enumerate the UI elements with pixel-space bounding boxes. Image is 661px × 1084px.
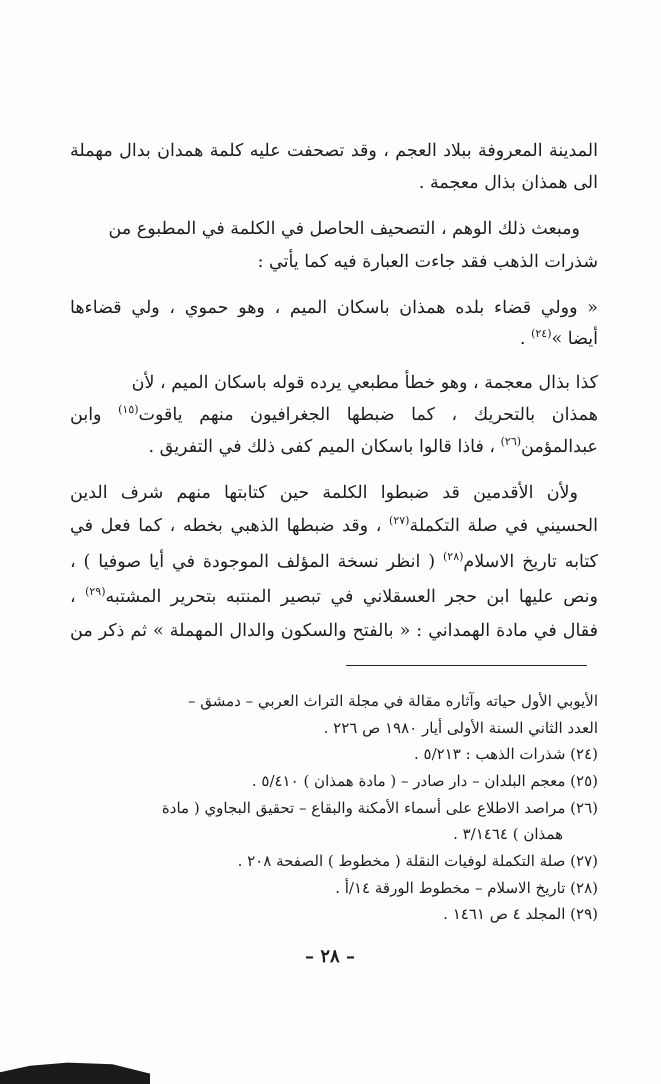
body-line-12	[70, 547, 598, 577]
footnote-ref-27: (٢٧)	[389, 514, 410, 528]
footnote-separator	[346, 665, 587, 666]
body-line-11-text: ، وقد ضبطها الذهبي بخطه ، كما فعل في	[70, 516, 382, 536]
body-line-11	[70, 511, 598, 541]
footnote-ref-29: (٢٩)	[85, 585, 106, 599]
footnote-26-continued: همذان ) ٣/١٤٦٤ .	[453, 825, 563, 843]
quote-end-text: أيضا »	[551, 329, 598, 349]
body-line-9-start: عبدالمؤمن	[521, 437, 598, 457]
scan-edge-shadow	[0, 1058, 150, 1084]
footnote-28: (٢٨) تاريخ الاسلام – مخطوط الورقة ١٤/أ .	[335, 879, 598, 897]
body-line-13	[70, 582, 598, 612]
body-line-13-end: ،	[70, 587, 76, 607]
body-line-4: شذرات الذهب فقد جاءت العبارة فيه كما يأتي :	[257, 252, 598, 272]
footnote-24: (٢٤) شذرات الذهب : ٥/٢١٣ .	[413, 745, 598, 763]
footnote-27: (٢٧) صلة التكملة لوفيات النقلة ( مخطوط ) الصفحة ٢٠٨ .	[237, 852, 598, 870]
footnote-continued-1: الأيوبي الأول حياته وآثاره مقالة في مجلة التراث العربي – دمشق –	[187, 692, 598, 710]
footnote-ref-26: (٢٦)	[500, 435, 522, 449]
body-line-7: كذا بذال معجمة ، وهو خطأ مطبعي يرده قوله باسكان الميم ، لأن	[131, 373, 598, 393]
footnote-ref-24: (٢٤)	[531, 327, 552, 341]
body-line-8	[70, 400, 598, 430]
footnote-ref-28: (٢٨)	[442, 550, 464, 564]
body-line-2: الى همذان بذال معجمة .	[418, 173, 598, 193]
body-line-11-start: الحسيني في صلة التكملة	[409, 516, 599, 536]
body-line-14: فقال في مادة الهمداني : « بالفتح والسكون والدال المهملة » ثم ذكر من	[70, 621, 598, 641]
body-line-1: المدينة المعروفة ببلاد العجم ، وقد تصحفت عليه كلمة همدان بدال مهملة	[70, 141, 598, 161]
body-line-12-start: كتابه تاريخ الاسلام	[463, 552, 598, 572]
footnote-continued-2: العدد الثاني السنة الأولى أيار ١٩٨٠ ص ٢٢٦ .	[323, 719, 598, 737]
footnote-25: (٢٥) معجم البلدان – دار صادر – ( مادة همذان ) ٥/٤١٠ .	[251, 772, 598, 790]
footnote-29: (٢٩) المجلد ٤ ص ١٤٦١ .	[443, 905, 598, 923]
body-line-10: ولأن الأقدمين قد ضبطوا الكلمة حين كتابتها منهم شرف الدين	[70, 483, 578, 503]
body-line-9	[70, 432, 598, 462]
body-line-8-end: وابن	[70, 405, 102, 425]
body-line-9-text: ، فاذا قالوا باسكان الميم كفى ذلك في التفريق .	[148, 437, 496, 457]
page-number: – ٢٨ –	[305, 946, 355, 967]
body-line-13-text: ونص عليها ابن حجر العسقلاني في تبصير المنتبه بتحرير المشتبه	[105, 587, 598, 607]
footnote-26: (٢٦) مراصد الاطلاع على أسماء الأمكنة والبقاع – تحقيق البجاوي ( مادة	[161, 799, 598, 817]
body-line-3: ومبعث ذلك الوهم ، التصحيف الحاصل في الكلمة في المطبوع من	[108, 219, 580, 239]
footnote-ref-25: (١٥)	[118, 403, 139, 417]
quote-line-1: « وولي قضاء بلده همذان باسكان الميم ، وهو حموي ، ولي قضاءها	[70, 298, 598, 318]
quote-line-2: أيضا »$^{(٢٤)}$ .	[519, 327, 598, 349]
body-line-12-text: ( انظر نسخة المؤلف الموجودة في أيا صوفيا ) ،	[70, 552, 436, 572]
body-line-8-text: همذان بالتحريك ، كما ضبطها الجغرافيون منهم ياقوت	[138, 405, 598, 425]
